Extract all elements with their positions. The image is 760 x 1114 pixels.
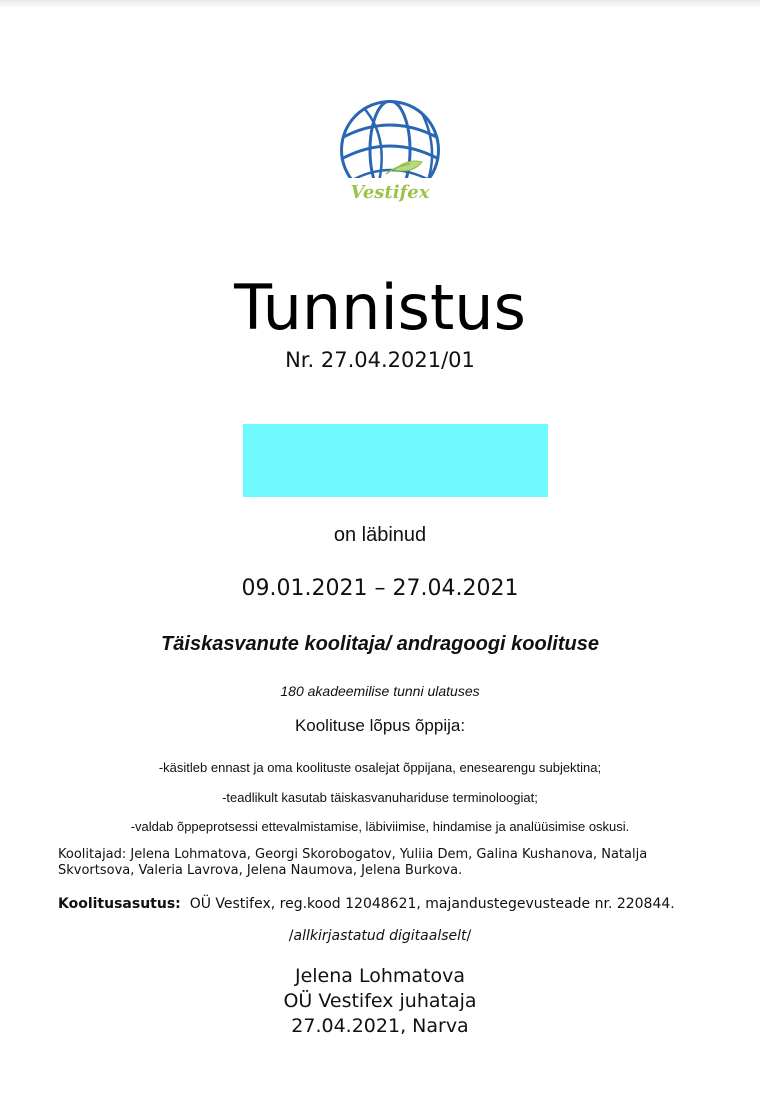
certificate-number: Nr. 27.04.2021/01 [285,348,475,372]
outcome-item: -käsitleb ennast ja oma koolituste osalejat õppijana, enesearengu subjektina; [158,760,602,775]
signatory-name: Jelena Lohmatova [294,965,466,987]
institution-text: OÜ Vestifex, reg.kood 12048621, majandustegevusteade nr. 220844. [189,896,675,912]
signatory-date-place: 27.04.2021, Narva [291,1015,469,1037]
signed-suffix: / [466,928,472,944]
course-dates: 09.01.2021 – 27.04.2021 [241,576,519,601]
top-shadow [0,0,760,8]
passed-text: on läbinud [333,524,427,546]
certificate-title: Tunnistus [234,271,526,344]
trainers-list: Koolitajad: Jelena Lohmatova, Georgi Skorobogatov, Yuliia Dem, Galina Kushanova, Natalja Skvortsova, Valeria Lavrova, Jelena Naumova, Jelena Burkova. [58,847,648,878]
course-name: Täiskasvanute koolitaja/ andragoogi koolituse [161,633,599,655]
vestifex-logo [334,100,446,208]
institution-label: Koolitusasutus: [58,896,181,912]
leaf-icon [394,161,422,171]
outcome-item: -valdab õppeprotsessi ettevalmistamise, läbiviimise, hindamise ja analüüsimise oskusi. [130,819,630,834]
institution-line [58,894,718,914]
outcomes-heading: Koolituse lõpus õppija: [294,716,466,735]
redacted-recipient-name [243,424,548,497]
course-hours: 180 akadeemilise tunni ulatuses [280,683,480,699]
logo-text: Vestifex [350,182,430,203]
outcome-item: -teadlikult kasutab täiskasvanuhariduse terminoloogiat; [222,790,538,805]
signed-text: allkirjastatud digitaalselt [293,928,467,944]
signed-prefix: / [288,928,294,944]
digital-signature-note [0,926,760,946]
signatory-role: OÜ Vestifex juhataja [283,990,477,1012]
